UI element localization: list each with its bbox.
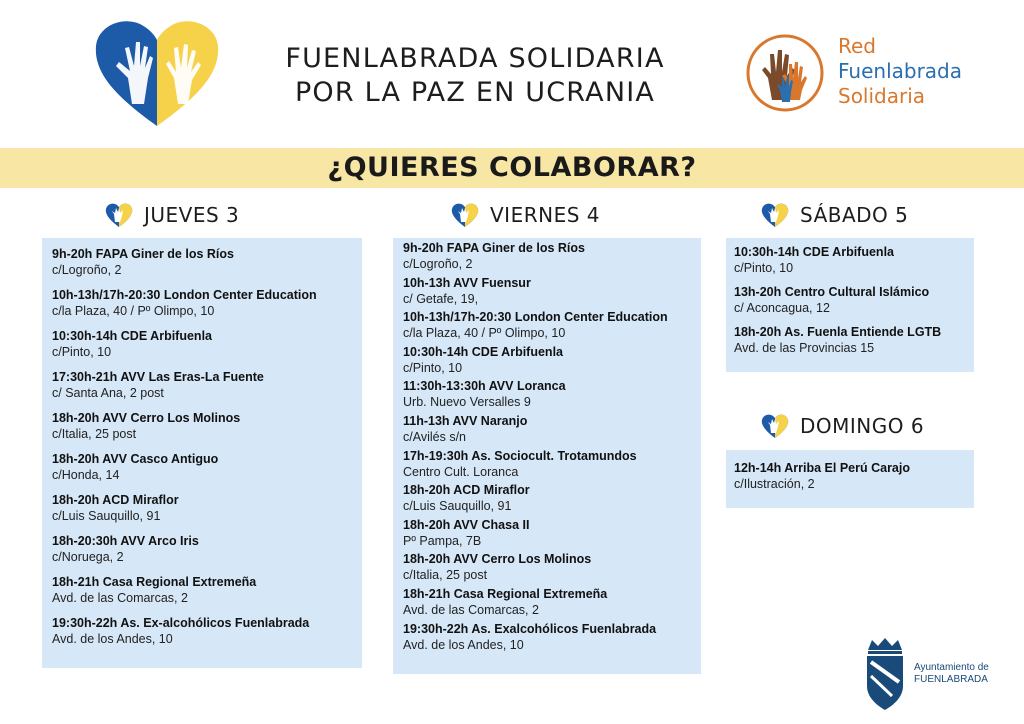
entry-address: Avd. de las Provincias 15 (734, 341, 875, 355)
crown-shield-icon (862, 636, 908, 712)
entry-time-venue: 18h-21h Casa Regional Extremeña (52, 575, 257, 589)
schedule-entry (403, 551, 701, 583)
entry-time-venue: 11h-13h AVV Naranjo (403, 413, 528, 428)
entry-address: c/la Plaza, 40 / Pº Olimpo, 10 (403, 326, 566, 341)
schedule-entry (734, 460, 974, 492)
entry-address: c/ Aconcagua, 12 (734, 301, 830, 315)
entry-time-venue: 17:30h-21h AVV Las Eras-La Fuente (52, 370, 264, 384)
entry-address: c/la Plaza, 40 / Pº Olimpo, 10 (52, 304, 215, 318)
day-header-sabado (760, 200, 908, 230)
red-logo-line-3: Solidaria (838, 84, 926, 108)
day-header-viernes (450, 200, 600, 230)
hands-circle-icon (742, 30, 832, 116)
entry-address: c/Honda, 14 (52, 468, 120, 482)
day-header-domingo (760, 411, 924, 441)
entry-address: c/Pinto, 10 (52, 345, 112, 359)
entry-address: Avd. de las Comarcas, 2 (403, 602, 539, 617)
entry-address: c/Italia, 25 post (52, 427, 137, 441)
entry-address: Avd. de los Andes, 10 (403, 637, 524, 652)
day-label-jueves: JUEVES 3 (144, 203, 240, 227)
entry-address: c/Pinto, 10 (403, 360, 463, 375)
red-logo-text (838, 34, 962, 109)
entry-address: Avd. de las Comarcas, 2 (52, 591, 188, 605)
red-logo-line-1: Red (838, 34, 876, 58)
entry-address: Centro Cult. Loranca (403, 464, 519, 479)
entry-time-venue: 9h-20h FAPA Giner de los Ríos (403, 241, 585, 255)
entry-address: c/Avilés s/n (403, 429, 466, 444)
schedule-entry (403, 240, 701, 272)
entry-address: c/Italia, 25 post (403, 568, 488, 583)
day-header-jueves (104, 200, 239, 230)
schedule-panel-domingo (726, 450, 974, 508)
entry-address: c/ Getafe, 19, (403, 291, 479, 306)
schedule-entry (403, 413, 701, 445)
schedule-entry (52, 410, 362, 442)
schedule-panel-viernes (393, 238, 701, 674)
schedule-entry (403, 275, 701, 307)
schedule-entry (52, 492, 362, 524)
entry-time-venue: 18h-20h ACD Miraflor (403, 483, 530, 498)
entry-time-venue: 18h-20:30h AVV Arco Iris (52, 534, 199, 548)
day-label-sabado: SÁBADO 5 (800, 203, 909, 227)
schedule-entry (403, 448, 701, 480)
entry-address: c/Ilustración, 2 (734, 477, 815, 491)
schedule-entry (734, 244, 974, 276)
entry-time-venue: 19:30h-22h As. Exalcohólicos Fuenlabrada (403, 621, 657, 636)
entry-time-venue: 18h-20h As. Fuenla Entiende LGTB (734, 325, 942, 339)
entry-address: c/Logroño, 2 (52, 263, 122, 277)
ayuntamiento-logo (862, 636, 1002, 712)
schedule-entry (734, 284, 974, 316)
schedule-entry (52, 287, 362, 319)
schedule-entry (403, 621, 701, 653)
entry-time-venue: 12h-14h Arriba El Perú Carajo (734, 461, 910, 475)
schedule-entry (52, 615, 362, 647)
banner (0, 148, 1024, 188)
schedule-entry (734, 324, 974, 356)
entry-time-venue: 10h-13h AVV Fuensur (403, 275, 531, 290)
entry-time-venue: 10:30h-14h CDE Arbifuenla (403, 344, 563, 359)
entry-time-venue: 10h-13h/17h-20:30 London Center Education (52, 288, 317, 302)
entry-address: Urb. Nuevo Versalles 9 (403, 395, 531, 410)
page-title (255, 42, 695, 110)
schedule-entry (403, 586, 701, 618)
schedule-entry (403, 309, 701, 341)
entry-time-venue: 18h-20h ACD Miraflor (52, 493, 179, 507)
schedule-panel-sabado (726, 238, 974, 372)
schedule-entry (403, 378, 701, 410)
schedule-entry (52, 246, 362, 278)
schedule-entry (52, 451, 362, 483)
mini-heart-icon (450, 202, 480, 228)
entry-address: Pº Pampa, 7B (403, 533, 482, 548)
entry-address: c/Pinto, 10 (734, 261, 794, 275)
mini-heart-icon (104, 202, 134, 228)
entry-address: c/Luis Sauquillo, 91 (403, 499, 512, 514)
ayuntamiento-line-1: Ayuntamiento de (914, 662, 989, 673)
entry-time-venue: 9h-20h FAPA Giner de los Ríos (52, 247, 234, 261)
entry-address: c/Luis Sauquillo, 91 (52, 509, 161, 523)
entry-address: c/Logroño, 2 (403, 257, 473, 271)
schedule-entry (52, 574, 362, 606)
schedule-entry (403, 517, 701, 549)
entry-time-venue: 10h-13h/17h-20:30 London Center Education (403, 310, 668, 325)
schedule-entry (52, 533, 362, 565)
entry-time-venue: 10:30h-14h CDE Arbifuenla (734, 245, 894, 259)
schedule-entry (52, 369, 362, 401)
entry-time-venue: 18h-20h AVV Casco Antiguo (52, 452, 219, 466)
ayuntamiento-text (914, 662, 989, 686)
mini-heart-icon (760, 413, 790, 439)
entry-time-venue: 18h-20h AVV Chasa II (403, 517, 530, 532)
entry-time-venue: 10:30h-14h CDE Arbifuenla (52, 329, 212, 343)
mini-heart-icon (760, 202, 790, 228)
entry-time-venue: 18h-20h AVV Cerro Los Molinos (403, 552, 592, 567)
red-fuenlabrada-logo (742, 30, 982, 116)
entry-time-venue: 17h-19:30h As. Sociocult. Trotamundos (403, 448, 637, 463)
entry-time-venue: 18h-20h AVV Cerro Los Molinos (52, 411, 241, 425)
title-line-1: FUENLABRADA SOLIDARIA (285, 43, 665, 74)
entry-time-venue: 11:30h-13:30h AVV Loranca (403, 379, 566, 394)
entry-address: Avd. de los Andes, 10 (52, 632, 173, 646)
schedule-entry (52, 328, 362, 360)
day-label-viernes: VIERNES 4 (490, 203, 600, 227)
schedule-entry (403, 344, 701, 376)
schedule-entry (403, 482, 701, 514)
banner-text: ¿QUIERES COLABORAR? (327, 152, 697, 183)
entry-time-venue: 18h-21h Casa Regional Extremeña (403, 586, 608, 601)
ayuntamiento-line-2: FUENLABRADA (914, 674, 988, 685)
ukraine-heart-logo (92, 16, 222, 128)
entry-time-venue: 13h-20h Centro Cultural Islámico (734, 285, 930, 299)
red-logo-line-2: Fuenlabrada (838, 59, 963, 83)
title-line-2: POR LA PAZ EN UCRANIA (294, 77, 656, 108)
entry-address: c/Noruega, 2 (52, 550, 124, 564)
entry-time-venue: 19:30h-22h As. Ex-alcohólicos Fuenlabrada (52, 616, 310, 630)
entry-address: c/ Santa Ana, 2 post (52, 386, 164, 400)
day-label-domingo: DOMINGO 6 (800, 414, 925, 438)
schedule-panel-jueves (42, 238, 362, 668)
